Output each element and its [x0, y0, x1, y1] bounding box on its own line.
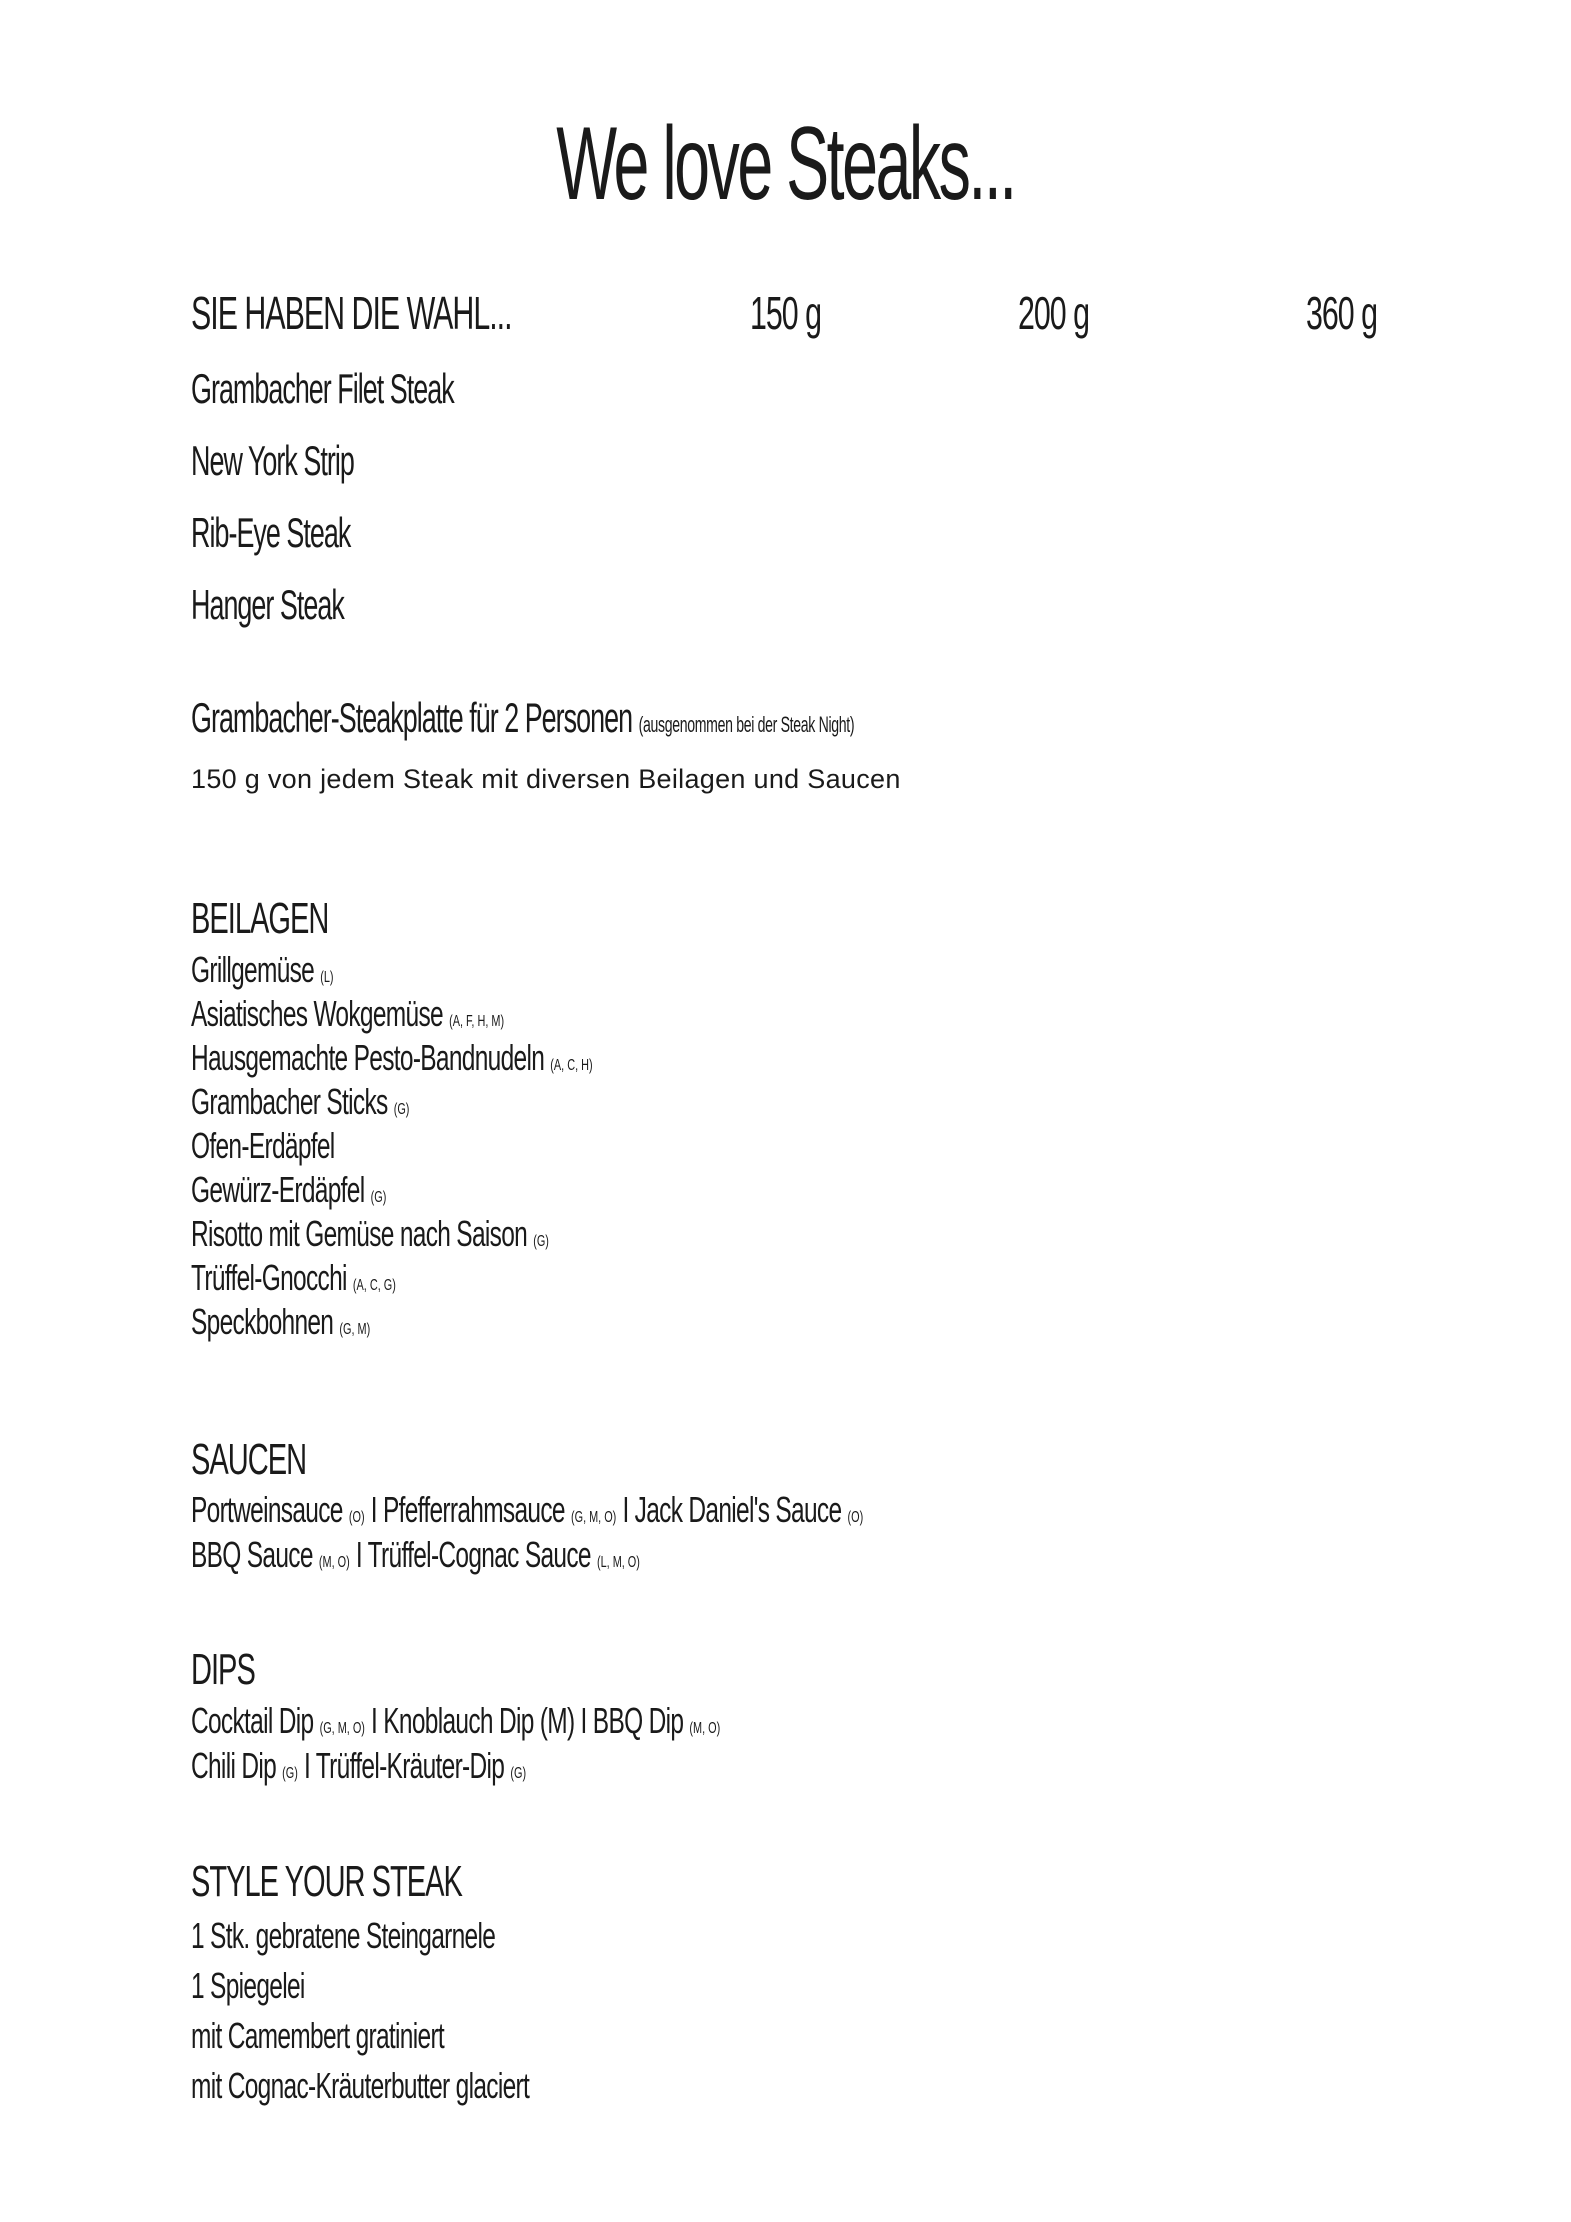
steak-item: New York Strip	[191, 437, 354, 484]
beilagen-heading: BEILAGEN	[191, 894, 329, 943]
dish-name: Risotto mit Gemüse nach Saison	[191, 1213, 528, 1254]
dips-line-2	[191, 1745, 527, 1786]
steak-item: Hanger Steak	[191, 581, 344, 628]
list-item	[191, 1257, 396, 1298]
sauce-name: BBQ Sauce	[191, 1534, 313, 1575]
list-item	[191, 1301, 371, 1342]
style-heading: STYLE YOUR STEAK	[191, 1857, 462, 1906]
sauce-name: I Trüffel-Cognac Sauce	[355, 1534, 591, 1575]
allergen-codes: (G)	[393, 1101, 410, 1118]
sauce-name: I Jack Daniel's Sauce	[622, 1489, 842, 1530]
list-item: mit Cognac-Kräuterbutter glaciert	[191, 2065, 530, 2106]
allergen-codes: (O)	[348, 1509, 365, 1526]
list-item: 1 Spiegelei	[191, 1965, 305, 2006]
dish-name: Gewürz-Erdäpfel	[191, 1169, 365, 1210]
steak-item: Grambacher Filet Steak	[191, 365, 454, 412]
column-200g: 200 g	[1018, 287, 1090, 339]
list-item	[191, 1081, 410, 1122]
list-item	[191, 993, 505, 1034]
dip-name: Cocktail Dip	[191, 1700, 314, 1741]
allergen-codes: (M, O)	[318, 1554, 350, 1571]
dish-name: Hausgemachte Pesto-Bandnudeln	[191, 1037, 545, 1078]
allergen-codes: (A, F, H, M)	[449, 1013, 505, 1030]
platter-name	[191, 694, 855, 741]
sauce-name: I Pfefferrahmsauce	[370, 1489, 565, 1530]
list-item: 1 Stk. gebratene Steingarnele	[191, 1915, 496, 1956]
list-item	[191, 949, 334, 990]
allergen-codes: (G, M, O)	[570, 1509, 617, 1526]
steaks-heading: SIE HABEN DIE WAHL...	[191, 287, 512, 339]
allergen-codes: (G)	[370, 1189, 387, 1206]
platter-description: 150 g von jedem Steak mit diversen Beilagen und Saucen	[191, 764, 901, 794]
allergen-codes: (G, M)	[339, 1321, 371, 1338]
steak-item: Rib-Eye Steak	[191, 509, 351, 556]
page-title: We love Steaks...	[556, 106, 1015, 222]
allergen-codes: (L, M, O)	[596, 1554, 640, 1571]
column-150g: 150 g	[750, 287, 822, 339]
dips-heading: DIPS	[191, 1645, 255, 1694]
list-item	[191, 1169, 387, 1210]
list-item	[191, 1213, 549, 1254]
dish-name: Ofen-Erdäpfel	[191, 1125, 335, 1166]
dip-name: Chili Dip	[191, 1745, 277, 1786]
saucen-line-1	[191, 1489, 864, 1530]
allergen-codes: (O)	[847, 1509, 864, 1526]
allergen-codes: (G)	[533, 1233, 549, 1250]
column-360g: 360 g	[1306, 287, 1378, 339]
allergen-codes: (G)	[510, 1765, 527, 1782]
dish-name: Grambacher Sticks	[191, 1081, 388, 1122]
allergen-codes: (L)	[320, 969, 334, 986]
allergen-codes: (G, M, O)	[319, 1720, 365, 1737]
allergen-codes: (A, C, G)	[352, 1277, 396, 1294]
allergen-codes: (A, C, H)	[550, 1057, 593, 1074]
platter-note: (ausgenommen bei der Steak Night)	[638, 712, 855, 737]
list-item	[191, 1125, 335, 1166]
allergen-codes: (G)	[282, 1765, 298, 1782]
list-item	[191, 1037, 593, 1078]
platter-title: Grambacher-Steakplatte für 2 Personen	[191, 694, 633, 741]
dip-name: I Trüffel-Kräuter-Dip	[304, 1745, 505, 1786]
saucen-line-2	[191, 1534, 640, 1575]
sauce-name: Portweinsauce	[191, 1489, 343, 1530]
list-item: mit Camembert gratiniert	[191, 2015, 445, 2056]
dip-name: I Knoblauch Dip (M) I BBQ Dip	[371, 1700, 684, 1741]
dish-name: Grillgemüse	[191, 949, 315, 990]
dish-name: Trüffel-Gnocchi	[191, 1257, 347, 1298]
allergen-codes: (M, O)	[689, 1720, 721, 1737]
dips-line-1	[191, 1700, 721, 1741]
saucen-heading: SAUCEN	[191, 1435, 307, 1484]
dish-name: Asiatisches Wokgemüse	[191, 993, 443, 1034]
dish-name: Speckbohnen	[191, 1301, 334, 1342]
